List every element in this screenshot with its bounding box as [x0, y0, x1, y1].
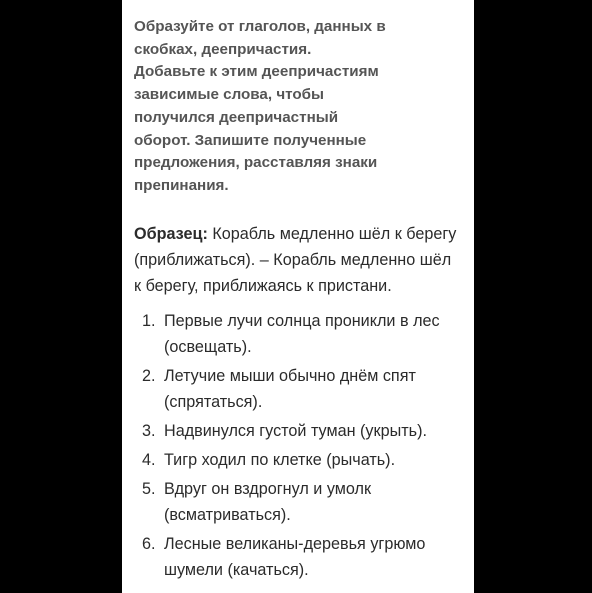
task-line: Образуйте от глаголов, данных в: [134, 18, 386, 35]
list-item: [122, 363, 474, 415]
list-item: [122, 418, 474, 444]
example-paragraph: [134, 221, 472, 299]
task-line: препинания.: [134, 176, 229, 194]
task-line: оборот. Запишите полученные: [134, 131, 367, 149]
example-line: [134, 221, 472, 247]
document-panel: [122, 0, 474, 593]
item-text: Вдруг он вздрогнул и умолк: [164, 480, 372, 498]
task-line: получился деепричастный: [134, 108, 339, 126]
task-instructions: [134, 16, 464, 198]
item-text: Летучие мыши обычно днём спят: [164, 367, 416, 385]
task-line: скобках, деепричастия.: [134, 40, 312, 58]
example-text: Корабль медленно шёл к берегу: [207, 225, 457, 243]
item-text: Первые лучи солнца проникли в лес: [164, 312, 440, 330]
item-text: Лесные великаны-деревья угрюмо: [164, 535, 426, 553]
item-text: (всматриваться).: [164, 506, 291, 524]
list-item: [122, 476, 474, 528]
item-text: шумели (качаться).: [164, 561, 309, 579]
example-line: (приближаться). – Корабль медленно шёл: [134, 251, 452, 269]
item-text: (освещать).: [164, 338, 252, 356]
item-number: 3.: [142, 422, 156, 440]
task-line: Добавьте к этим деепричастиям: [134, 63, 379, 81]
item-number: 2.: [142, 367, 156, 385]
list-item: [122, 447, 474, 473]
item-number: 5.: [142, 480, 156, 498]
item-text: Тигр ходил по клетке (рычать).: [164, 451, 396, 469]
list-item: [122, 531, 474, 583]
task-line: зависимые слова, чтобы: [134, 86, 324, 104]
example-line: к берегу, приближаясь к пристани.: [134, 277, 392, 295]
item-number: 4.: [142, 451, 156, 469]
item-text: Надвинулся густой туман (укрыть).: [164, 422, 427, 440]
item-number: 1.: [142, 312, 156, 330]
item-text: (спрятаться).: [164, 393, 263, 411]
list-item: [122, 308, 474, 360]
task-line: предложения, расставляя знаки: [134, 154, 378, 172]
example-label: Образец:: [134, 225, 208, 243]
exercise-list: [122, 308, 474, 586]
item-number: 6.: [142, 535, 156, 553]
